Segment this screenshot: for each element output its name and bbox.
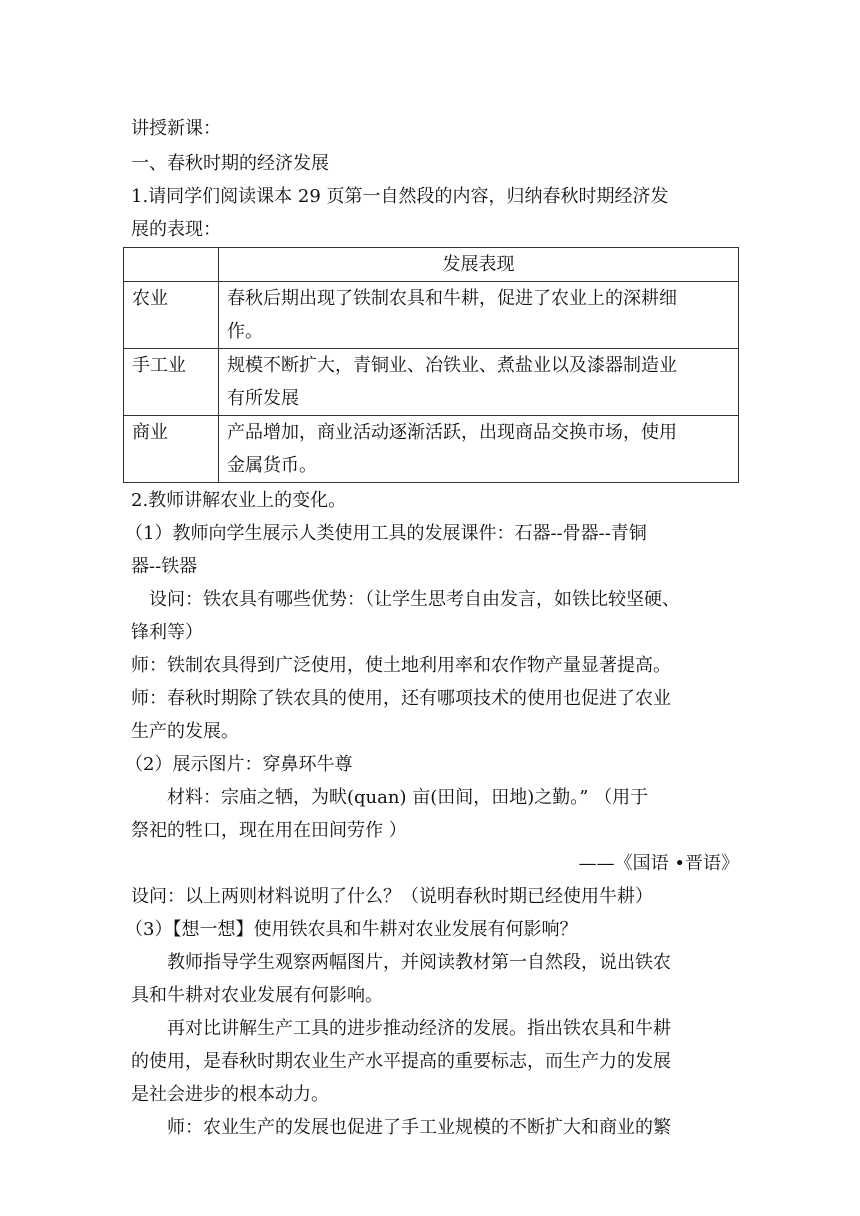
- table-cell-line: 金属货币。: [227, 455, 317, 476]
- table-row: [124, 282, 739, 349]
- table-cell-line: 作。: [227, 321, 263, 342]
- table-header-empty-cell: [124, 248, 219, 282]
- table-row: [124, 349, 739, 416]
- paragraph-3-line-1: （1）教师向学生展示人类使用工具的发展课件：石器--骨器--青铜: [125, 523, 647, 544]
- document-body: [125, 112, 739, 1144]
- table-row-cell: [219, 416, 739, 483]
- paragraph-1-line-1: 1.请同学们阅读课本 29 页第一自然段的内容，归纳春秋时期经济发: [131, 186, 669, 207]
- table-cell-line: 产品增加，商业活动逐渐活跃，出现商品交换市场，使用: [227, 422, 677, 443]
- paragraph-11-line-1: 教师指导学生观察两幅图片，并阅读教材第一自然段，说出铁农: [167, 952, 671, 973]
- table-row-label: 商业: [124, 416, 219, 483]
- paragraph-7: （2）展示图片：穿鼻环牛尊: [125, 754, 353, 775]
- paragraph-6-line-2: 生产的发展。: [131, 721, 239, 742]
- paragraph-13-line-1: 师：农业生产的发展也促进了手工业规模的不断扩大和商业的繁: [167, 1117, 671, 1138]
- paragraph-5: 师：铁制农具得到广泛使用，使土地利用率和农作物产量显著提高。: [131, 655, 671, 676]
- paragraph-11-line-2: 具和牛耕对农业发展有何影响。: [131, 985, 383, 1006]
- paragraph-2: 2.教师讲解农业上的变化。: [131, 490, 347, 511]
- paragraph-1-line-2: 展的表现：: [131, 219, 221, 240]
- table-header-cell: 发展表现: [219, 248, 739, 282]
- paragraph-10: （3）【想一想】使用铁农具和牛耕对农业发展有何影响？: [125, 919, 578, 940]
- paragraph-9: 设问：以上两则材料说明了什么？（说明春秋时期已经使用牛耕）: [131, 886, 653, 907]
- economy-table: [123, 247, 739, 483]
- quote-line-2: 祭祀的牲口，现在用在田间劳作 ）: [131, 820, 407, 841]
- paragraph-12-line-3: 是社会进步的根本动力。: [131, 1084, 329, 1105]
- lesson-heading: 讲授新课：: [131, 118, 221, 139]
- paragraph-12-line-2: 的使用，是春秋时期农业生产水平提高的重要标志，而生产力的发展: [131, 1051, 671, 1072]
- table-cell-line: 规模不断扩大，青铜业、冶铁业、煮盐业以及漆器制造业: [227, 355, 677, 376]
- paragraph-12-line-1: 再对比讲解生产工具的进步推动经济的发展。指出铁农具和牛耕: [167, 1018, 671, 1039]
- table-row-cell: [219, 282, 739, 349]
- table-row-label: 手工业: [124, 349, 219, 416]
- table-header-row: [124, 248, 739, 282]
- table-row: [124, 416, 739, 483]
- quote-source: ——《国语 •晋语》: [578, 853, 739, 874]
- paragraph-6-line-1: 师：春秋时期除了铁农具的使用，还有哪项技术的使用也促进了农业: [131, 688, 671, 709]
- paragraph-4-line-2: 锋利等）: [131, 622, 203, 643]
- table-row-cell: [219, 349, 739, 416]
- table-cell-line: 有所发展: [227, 388, 299, 409]
- quote-line-1: 材料：宗庙之牺，为畎(quan) 亩(田间，田地)之勤。” （用于: [167, 787, 649, 808]
- paragraph-3-line-2: 器--铁器: [131, 556, 198, 577]
- paragraph-4-line-1: 设问：铁农具有哪些优势：（让学生思考自由发言，如铁比较坚硬、: [149, 589, 680, 610]
- table-cell-line: 春秋后期出现了铁制农具和牛耕，促进了农业上的深耕细: [227, 288, 677, 309]
- table-row-label: 农业: [124, 282, 219, 349]
- section-title: 一、春秋时期的经济发展: [131, 153, 329, 174]
